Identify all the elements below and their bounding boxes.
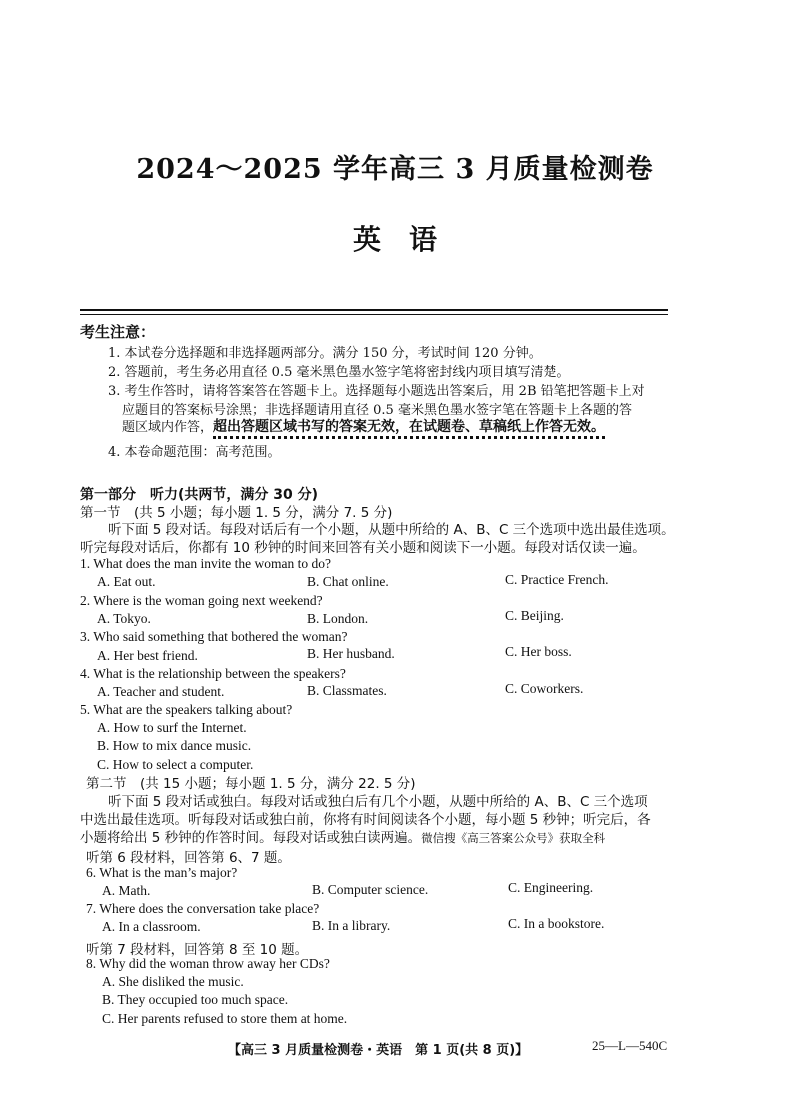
question-6-option-b: B. Computer science. (312, 882, 429, 897)
question-2-option-c: C. Beijing. (505, 608, 564, 623)
section2-heading: 第二节 (共 15 小题；每小题 1. 5 分，满分 22. 5 分) (86, 776, 416, 792)
question-2-option-b: B. London. (307, 611, 369, 626)
header-rule-thin (80, 314, 668, 315)
question-7-option-a: A. In a classroom. (102, 919, 201, 934)
question-4-option-b: B. Classmates. (307, 683, 387, 698)
part1-heading: 第一部分 听力(共两节，满分 30 分) (80, 487, 319, 503)
exam-title: 2024～2025 学年高三 3 月质量检测卷 (136, 154, 654, 185)
section2-instruction-3-line (80, 826, 605, 846)
section1-instruction-2: 听完每段对话后，你都有 10 秒钟的时间来回答有关小题和阅读下一小题。每段对话仅读一遍。 (80, 540, 646, 556)
question-3: 3. Who said something that bothered the woman? (80, 629, 348, 644)
question-7-option-b: B. In a library. (312, 918, 391, 933)
subject-title: 英 语 (352, 223, 437, 256)
notice-item-4: 4. 本卷命题范围：高考范围。 (108, 445, 281, 460)
question-8-option-b: B. They occupied too much space. (102, 992, 289, 1007)
notice-item-2: 2. 答题前，考生务必用直径 0.5 毫米黑色墨水签字笔将密封线内项目填写清楚。 (108, 365, 570, 380)
question-7: 7. Where does the conversation take place? (86, 901, 320, 916)
question-6-option-a: A. Math. (102, 883, 151, 898)
page-footer-label: 【高三 3 月质量检测卷・英语 第 1 页(共 8 页)】 (228, 1043, 529, 1058)
question-6-option-c: C. Engineering. (508, 880, 594, 895)
question-8-option-a: A. She disliked the music. (102, 974, 244, 989)
question-5-option-c: C. How to select a computer. (97, 757, 254, 772)
section2-instruction-1: 听下面 5 段对话或独白。每段对话或独白后有几个小题，从题中所给的 A、B、C 三个选项 (108, 794, 648, 810)
question-1-option-a: A. Eat out. (97, 574, 156, 589)
question-3-option-c: C. Her boss. (505, 644, 572, 659)
notice-item-1: 1. 本试卷分选择题和非选择题两部分。满分 150 分，考试时间 120 分钟。 (108, 346, 542, 361)
question-3-option-a: A. Her best friend. (97, 648, 198, 663)
section2-instruction-2: 中选出最佳选项。听每段对话或独白前，你将有时间阅读各个小题，每小题 5 秒钟；听完后，各 (80, 812, 651, 828)
section2-instruction-3: 小题将给出 5 秒钟的作答时间。每段对话或独白读两遍。 (80, 830, 422, 846)
question-1: 1. What does the man invite the woman to do? (80, 556, 331, 571)
notice-item-3-cont: 应题目的答案标号涂黑；非选择题请用直径 0.5 毫米黑色墨水签字笔在答题卡上各题的答 (122, 403, 632, 418)
watermark-text: 微信搜《高三答案公众号》获取全科 (421, 831, 606, 845)
question-2-option-a: A. Tokyo. (97, 611, 151, 626)
question-2: 2. Where is the woman going next weekend? (80, 593, 323, 608)
question-6: 6. What is the man’s major? (86, 865, 238, 880)
notice-heading: 考生注意： (80, 323, 156, 341)
question-1-option-b: B. Chat online. (307, 574, 389, 589)
notice-invalid-warning: 超出答题区域书写的答案无效，在试题卷、草稿纸上作答无效。 (213, 419, 605, 439)
section1-instruction-1: 听下面 5 段对话。每段对话后有一个小题，从题中所给的 A、B、C 三个选项中选出最佳选项。 (108, 522, 675, 538)
question-3-option-b: B. Her husband. (307, 646, 395, 661)
section1-heading: 第一节 (共 5 小题；每小题 1. 5 分，满分 7. 5 分) (80, 505, 393, 521)
question-1-option-c: C. Practice French. (505, 572, 609, 587)
question-4: 4. What is the relationship between the speakers? (80, 666, 346, 681)
notice-item-3: 3. 考生作答时，请将答案答在答题卡上。选择题每小题选出答案后，用 2B 铅笔把答题卡上对 (108, 384, 645, 399)
header-rule-thick (80, 309, 668, 311)
question-5-option-a: A. How to surf the Internet. (97, 720, 247, 735)
material-6-label: 听第 6 段材料，回答第 6、7 题。 (86, 850, 291, 866)
question-5-option-b: B. How to mix dance music. (97, 738, 252, 753)
notice-item-3-end (122, 416, 605, 436)
page-footer-code: 25—L—540C (592, 1038, 668, 1053)
question-4-option-a: A. Teacher and student. (97, 684, 225, 699)
question-8-option-c: C. Her parents refused to store them at home. (102, 1011, 348, 1026)
material-7-label: 听第 7 段材料，回答第 8 至 10 题。 (86, 942, 309, 958)
question-5: 5. What are the speakers talking about? (80, 702, 293, 717)
question-4-option-c: C. Coworkers. (505, 681, 584, 696)
notice-answer-area: 题区域内作答， (122, 420, 214, 435)
question-7-option-c: C. In a bookstore. (508, 916, 605, 931)
question-8: 8. Why did the woman throw away her CDs? (86, 956, 330, 971)
